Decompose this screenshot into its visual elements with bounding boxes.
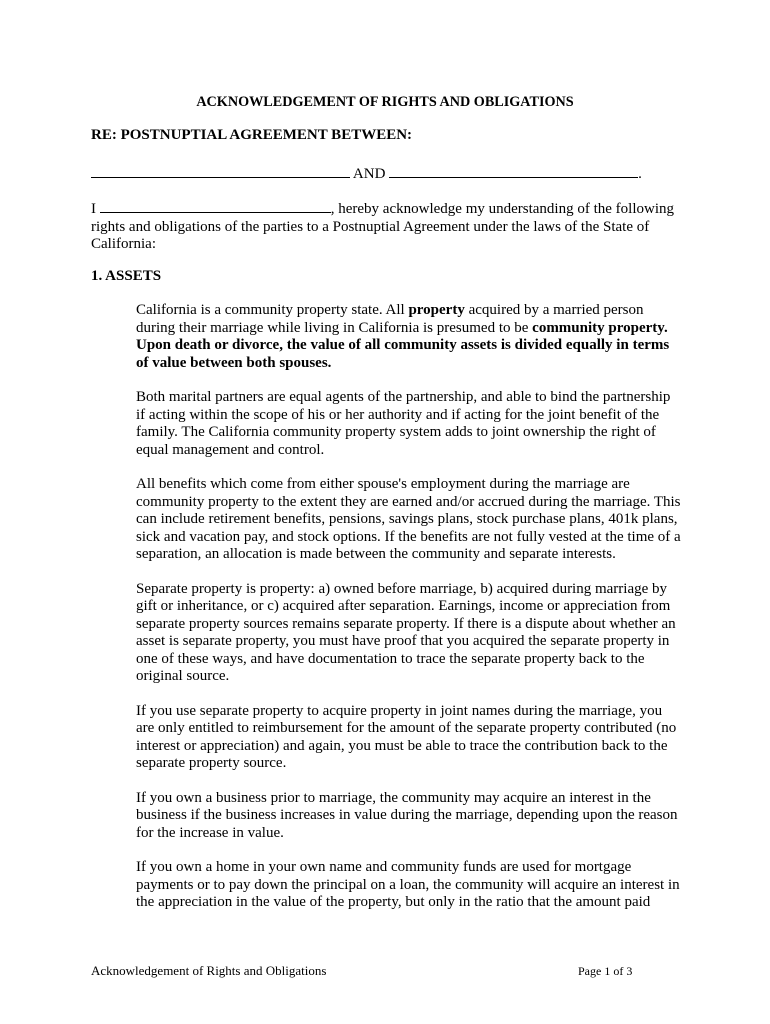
- paragraph-joint-names: If you use separate property to acquire property in joint names during the marriage, you are only entitled to reimbursement for the amount of the separate property contributed (no interest or appreciation) and again, you must be able to trace the contribution back to the separate property source.: [136, 702, 677, 771]
- intro-paragraph: [91, 198, 679, 254]
- p1-bold-1: property: [408, 302, 465, 318]
- section-heading-assets: 1. ASSETS: [91, 268, 162, 284]
- parties-conjunction: AND: [350, 166, 390, 182]
- paragraph-separate-property: Separate property is property: a) owned before marriage, b) acquired during marriage by gift or inheritance, or c) acquired after separation. Earnings, income or appreciation from separate property sources remains separate property. If there is a dispute about whether an asset is separate property, you must have proof that you acquired the separate property in one of these ways, and have documentation to trace the separate property back to the original source.: [136, 580, 676, 684]
- re-line: RE: POSTNUPTIAL AGREEMENT BETWEEN:: [91, 127, 413, 143]
- paragraph-equal-agents: Both marital partners are equal agents of the partnership, and able to bind the partnership if acting within the scope of his or her authority and if acting for the joint benefit of the family. The California community property system adds to joint ownership the right of equal management and control.: [136, 389, 671, 458]
- signer-name-blank[interactable]: [100, 198, 331, 213]
- section-body: [136, 302, 682, 929]
- party-one-blank[interactable]: [91, 163, 350, 178]
- paragraph-employment-benefits: All benefits which come from either spouse's employment during the marriage are community property to the extent they are earned and/or accrued during the marriage. This can include retirement benefits, pensions, savings plans, stock purchase plans, 401k plans, sick and vacation pay, and stock options. If the benefits are not fully vested at the time of a separation, an allocation is made between the community and separate interests.: [136, 476, 681, 562]
- parties-line: [91, 163, 642, 183]
- paragraph-community-property: [136, 302, 682, 372]
- party-two-blank[interactable]: [389, 163, 638, 178]
- footer-page-number: Page 1 of 3: [578, 964, 633, 978]
- parties-end: .: [638, 166, 642, 182]
- intro-text: , hereby acknowledge my understanding of the following rights and obligations of the parties to a Postnuptial Agreement under the laws of the State of California:: [91, 201, 674, 252]
- document-title: ACKNOWLEDGEMENT OF RIGHTS AND OBLIGATIONS: [196, 94, 574, 110]
- paragraph-business: If you own a business prior to marriage, the community may acquire an interest in the business if the business increases in value during the marriage, depending upon the reason for the increase in value.: [136, 789, 678, 841]
- p1-text-2: acquired by a married person during their marriage while living in California is presumed to be: [136, 302, 644, 336]
- intro-prefix: I: [91, 201, 100, 217]
- paragraph-home: If you own a home in your own name and community funds are used for mortgage payments or to pay down the principal on a loan, the community will acquire an interest in the appreciation in the value of the property, but only in the ratio that the amount paid: [136, 859, 680, 910]
- p1-text-1: California is a community property state. All: [136, 302, 409, 318]
- footer-title: Acknowledgement of Rights and Obligations: [91, 963, 327, 978]
- p1-bold-2: community property. Upon death or divorce, the value of all community assets is divided equally in terms of value between both spouses.: [136, 319, 670, 371]
